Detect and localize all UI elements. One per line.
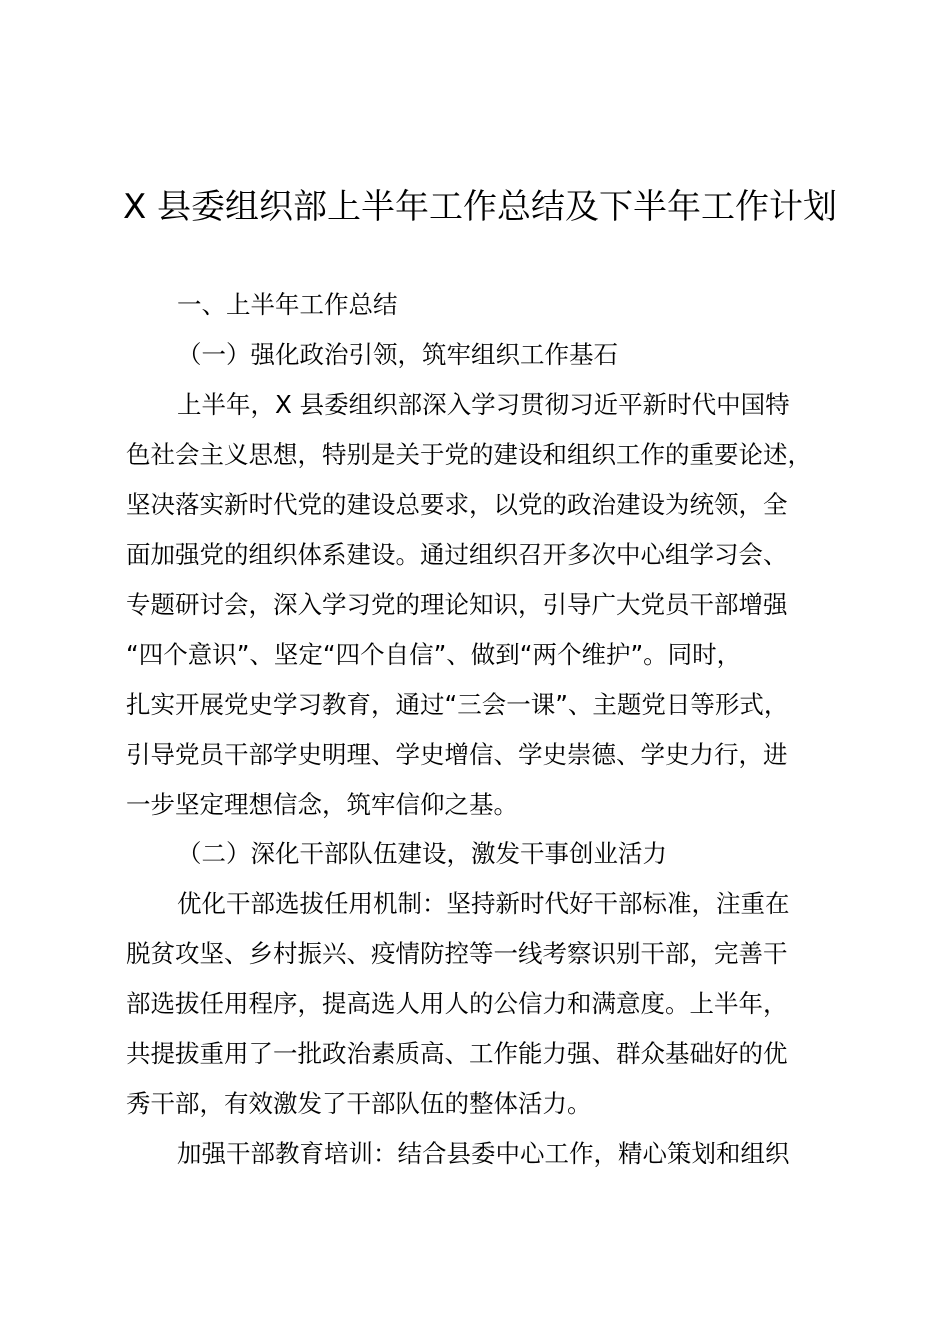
paragraph-line: 部选拔任用程序，提高选人用人的公信力和满意度。上半年， (126, 989, 788, 1018)
paragraph-line: 脱贫攻坚、乡村振兴、疫情防控等一线考察识别干部，完善干 (126, 939, 788, 968)
paragraph-line: 色社会主义思想，特别是关于党的建设和组织工作的重要论述， (126, 440, 812, 469)
paragraph-line: 扎实开展党史学习教育，通过“三会一课”、主题党日等形式， (126, 690, 789, 719)
paragraph-line: 秀干部，有效激发了干部队伍的整体活力。 (126, 1089, 592, 1118)
paragraph-line: 坚决落实新时代党的建设总要求，以党的政治建设为统领，全 (126, 490, 788, 519)
paragraph-line: 引导党员干部学史明理、学史增信、学史崇德、学史力行，进 (126, 740, 788, 769)
paragraph-line: 加强干部教育培训：结合县委中心工作，精心策划和组织 (177, 1139, 790, 1168)
paragraph-line: 一步坚定理想信念，筑牢信仰之基。 (126, 790, 518, 819)
subsection-heading: （二）深化干部队伍建设，激发干事创业活力 (177, 839, 667, 868)
paragraph-line: 上半年，X 县委组织部深入学习贯彻习近平新时代中国特 (177, 390, 790, 419)
paragraph-line: “四个意识”、坚定“四个自信”、做到“两个维护”。同时， (126, 640, 742, 669)
paragraph-line: 专题研讨会，深入学习党的理论知识，引导广大党员干部增强 (126, 590, 788, 619)
paragraph-line: 优化干部选拔任用机制：坚持新时代好干部标准，注重在 (177, 889, 790, 918)
section-heading: 一、上半年工作总结 (177, 290, 398, 319)
subsection-heading: （一）强化政治引领，筑牢组织工作基石 (177, 340, 618, 369)
paragraph-line: 共提拔重用了一批政治素质高、工作能力强、群众基础好的优 (126, 1039, 788, 1068)
document-title: X 县委组织部上半年工作总结及下半年工作计划 (122, 187, 838, 227)
paragraph-line: 面加强党的组织体系建设。通过组织召开多次中心组学习会、 (126, 540, 788, 569)
